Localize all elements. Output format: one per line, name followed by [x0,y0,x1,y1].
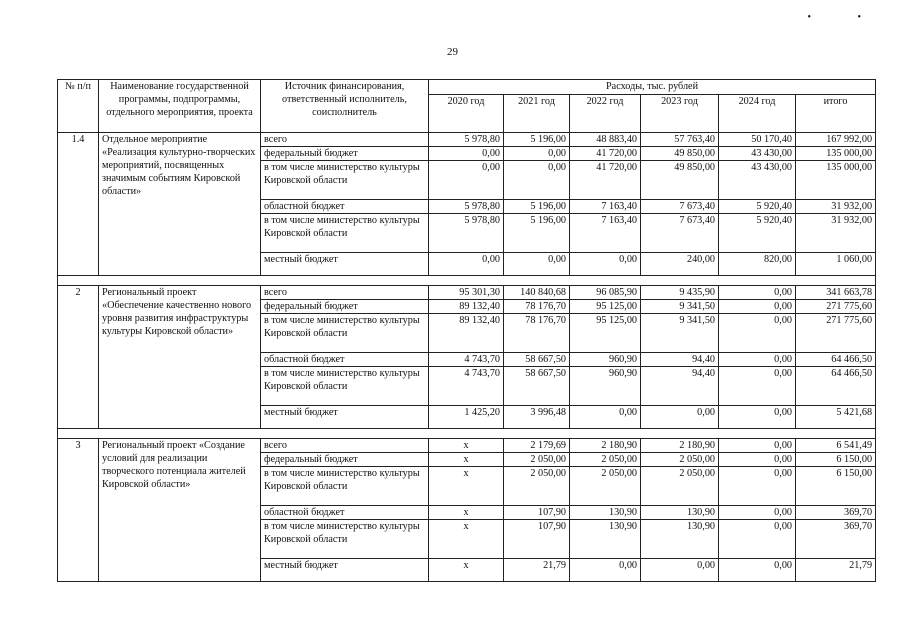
header-total: итого [796,95,876,133]
total-value: 31 932,00 [796,214,876,253]
year-value: 9 435,90 [641,286,719,300]
year-value: x [429,453,504,467]
year-value: 2 050,00 [570,453,641,467]
year-value: 43 430,00 [719,161,796,200]
year-value: x [429,439,504,453]
year-value: 960,90 [570,353,641,367]
year-value: 0,00 [504,253,570,276]
year-value: 9 341,50 [641,314,719,353]
year-value: 7 163,40 [570,200,641,214]
year-value: x [429,559,504,582]
year-value: 57 763,40 [641,133,719,147]
year-value: 5 978,80 [429,200,504,214]
header-year: 2020 год [429,95,504,133]
year-value: 2 050,00 [641,453,719,467]
year-value: 0,00 [719,453,796,467]
funding-source: областной бюджет [261,353,429,367]
year-value: 78 176,70 [504,314,570,353]
funding-source: в том числе министерство культуры Кировской области [261,467,429,506]
year-value: 89 132,40 [429,314,504,353]
table-row [58,286,876,300]
year-value: 7 163,40 [570,214,641,253]
funding-source: областной бюджет [261,506,429,520]
total-value: 271 775,60 [796,300,876,314]
funding-source: федеральный бюджет [261,300,429,314]
year-value: 3 996,48 [504,406,570,429]
year-value: 5 196,00 [504,200,570,214]
year-value: 58 667,50 [504,353,570,367]
funding-source: федеральный бюджет [261,453,429,467]
header-name: Наименование государственной программы, подпрограммы, отдельного мероприятия, проекта [99,80,261,133]
year-value: 5 978,80 [429,133,504,147]
year-value: 5 196,00 [504,214,570,253]
total-value: 6 541,49 [796,439,876,453]
year-value: 0,00 [570,406,641,429]
year-value: 7 673,40 [641,214,719,253]
year-value: 2 050,00 [641,467,719,506]
year-value: 0,00 [719,300,796,314]
year-value: x [429,506,504,520]
funding-source: всего [261,439,429,453]
header-expenses: Расходы, тыс. рублей [429,80,876,95]
year-value: 2 180,90 [570,439,641,453]
year-value: 95 125,00 [570,314,641,353]
header-year: 2021 год [504,95,570,133]
year-value: 21,79 [504,559,570,582]
year-value: 43 430,00 [719,147,796,161]
header-year: 2024 год [719,95,796,133]
funding-source: местный бюджет [261,406,429,429]
year-value: 95 125,00 [570,300,641,314]
row-number: 2 [58,286,99,429]
year-value: 5 920,40 [719,214,796,253]
year-value: 41 720,00 [570,161,641,200]
header-year: 2023 год [641,95,719,133]
year-value: 130,90 [570,520,641,559]
year-value: 0,00 [719,314,796,353]
section-spacer [58,429,876,439]
year-value: 0,00 [719,506,796,520]
row-name: Региональный проект «Обеспечение качественно нового уровня развития инфраструктуры культуры Кировской области» [99,286,261,429]
table-row [58,439,876,453]
year-value: 2 180,90 [641,439,719,453]
funding-source: в том числе министерство культуры Кировской области [261,367,429,406]
year-value: 78 176,70 [504,300,570,314]
year-value: 0,00 [429,147,504,161]
year-value: 960,90 [570,367,641,406]
total-value: 6 150,00 [796,467,876,506]
year-value: 820,00 [719,253,796,276]
year-value: 2 050,00 [504,453,570,467]
total-value: 341 663,78 [796,286,876,300]
year-value: 0,00 [719,406,796,429]
total-value: 369,70 [796,520,876,559]
year-value: 5 978,80 [429,214,504,253]
row-number: 3 [58,439,99,582]
header-source: Источник финансирования, ответственный исполнитель, соисполнитель [261,80,429,133]
year-value: 5 196,00 [504,133,570,147]
funding-source: в том числе министерство культуры Кировской области [261,520,429,559]
header-no: № п/п [58,80,99,133]
total-value: 31 932,00 [796,200,876,214]
total-value: 64 466,50 [796,353,876,367]
year-value: 89 132,40 [429,300,504,314]
funding-source: местный бюджет [261,253,429,276]
year-value: 2 050,00 [570,467,641,506]
funding-source: в том числе министерство культуры Кировской области [261,161,429,200]
year-value: 0,00 [429,161,504,200]
year-value: 94,40 [641,353,719,367]
total-value: 6 150,00 [796,453,876,467]
page-number: 29 [447,46,458,58]
row-name: Региональный проект «Создание условий для реализации творческого потенциала жителей Кировской области» [99,439,261,582]
year-value: 41 720,00 [570,147,641,161]
year-value: 130,90 [641,520,719,559]
total-value: 135 000,00 [796,161,876,200]
year-value: 49 850,00 [641,147,719,161]
year-value: 2 050,00 [504,467,570,506]
total-value: 64 466,50 [796,367,876,406]
year-value: 107,90 [504,506,570,520]
funding-source: всего [261,133,429,147]
year-value: x [429,520,504,559]
funding-source: областной бюджет [261,200,429,214]
year-value: 130,90 [570,506,641,520]
year-value: 58 667,50 [504,367,570,406]
funding-source: в том числе министерство культуры Кировской области [261,314,429,353]
year-value: 4 743,70 [429,353,504,367]
funding-source: всего [261,286,429,300]
year-value: x [429,467,504,506]
total-value: 21,79 [796,559,876,582]
budget-table [57,79,876,582]
year-value: 0,00 [719,353,796,367]
year-value: 107,90 [504,520,570,559]
year-value: 7 673,40 [641,200,719,214]
year-value: 0,00 [570,253,641,276]
year-value: 48 883,40 [570,133,641,147]
year-value: 0,00 [504,161,570,200]
year-value: 0,00 [719,367,796,406]
year-value: 0,00 [719,520,796,559]
year-value: 240,00 [641,253,719,276]
year-value: 0,00 [570,559,641,582]
year-value: 1 425,20 [429,406,504,429]
year-value: 49 850,00 [641,161,719,200]
year-value: 96 085,90 [570,286,641,300]
total-value: 271 775,60 [796,314,876,353]
year-value: 95 301,30 [429,286,504,300]
funding-source: местный бюджет [261,559,429,582]
table-row [58,133,876,147]
funding-source: федеральный бюджет [261,147,429,161]
year-value: 140 840,68 [504,286,570,300]
header-year: 2022 год [570,95,641,133]
total-value: 1 060,00 [796,253,876,276]
year-value: 0,00 [719,467,796,506]
section-spacer [58,276,876,286]
row-number: 1.4 [58,133,99,276]
scan-marks: • • [807,12,883,23]
total-value: 369,70 [796,506,876,520]
year-value: 0,00 [641,559,719,582]
total-value: 5 421,68 [796,406,876,429]
year-value: 4 743,70 [429,367,504,406]
year-value: 0,00 [641,406,719,429]
year-value: 2 179,69 [504,439,570,453]
year-value: 94,40 [641,367,719,406]
year-value: 130,90 [641,506,719,520]
year-value: 0,00 [719,439,796,453]
year-value: 0,00 [429,253,504,276]
year-value: 0,00 [504,147,570,161]
total-value: 167 992,00 [796,133,876,147]
year-value: 0,00 [719,286,796,300]
year-value: 50 170,40 [719,133,796,147]
total-value: 135 000,00 [796,147,876,161]
year-value: 5 920,40 [719,200,796,214]
table-body [58,133,876,582]
year-value: 9 341,50 [641,300,719,314]
year-value: 0,00 [719,559,796,582]
funding-source: в том числе министерство культуры Кировской области [261,214,429,253]
row-name: Отдельное мероприятие «Реализация культурно-творческих мероприятий, посвященных значимым событиям Кировской области» [99,133,261,276]
